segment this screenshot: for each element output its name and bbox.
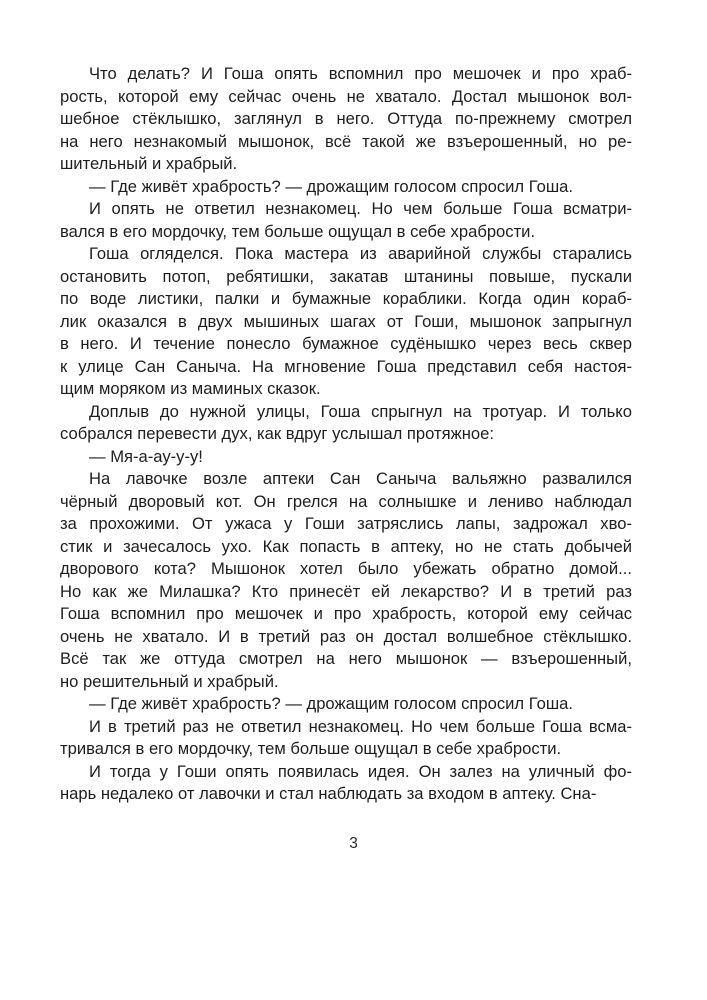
paragraph bbox=[60, 468, 632, 693]
text-line: на него незнакомый мышонок, всё такой же взъерошенный, но ре- bbox=[60, 131, 632, 151]
text-line: вался в его мордочку, тем больше ощущал в себе храбрости. bbox=[60, 221, 536, 241]
text-line: к улице Сан Саныча. На мгновение Гоша представил себя настоя- bbox=[60, 356, 632, 376]
text-line: нарь недалеко от лавочки и стал наблюдать за входом в аптеку. Сна- bbox=[60, 784, 597, 803]
text-line: шительный и храбрый. bbox=[60, 154, 238, 173]
text-line: дворового кота? Мышонок хотел было убежать обратно домой... bbox=[60, 559, 632, 578]
text-line: за прохожими. От ужаса у Гоши затряслись лапы, задрожал хво- bbox=[60, 514, 632, 533]
text-line: лик оказался в двух мышиных шагах от Гоши, мышонок запрыгнул bbox=[60, 311, 632, 331]
text-line: Что делать? И Гоша опять вспомнил про мешочек и про храб- bbox=[89, 64, 632, 83]
text-line: чёрный дворовый кот. Он грелся на солнышке и лениво наблюдал bbox=[60, 491, 632, 511]
text-line: шебное стёклышко, заглянул в него. Оттуда по-прежнему смотрел bbox=[60, 109, 632, 128]
paragraph bbox=[60, 63, 632, 176]
page-text bbox=[60, 63, 632, 806]
text-line: — Где живёт храбрость? — дрожащим голосом спросил Гоша. bbox=[89, 176, 573, 196]
text-line: Гоша огляделся. Пока мастера из аварийной службы старались bbox=[89, 244, 632, 263]
paragraph bbox=[60, 761, 632, 806]
paragraph bbox=[60, 176, 632, 199]
text-line: — Мя-а-ау-у-у! bbox=[89, 446, 203, 466]
text-line: очень не хватало. И в третий раз он достал волшебное стёклышко. bbox=[60, 626, 632, 646]
text-line: — Где живёт храбрость? — дрожащим голосом спросил Гоша. bbox=[89, 694, 573, 713]
text-line: в него. И течение понесло бумажное судёнышко через весь сквер bbox=[60, 334, 632, 353]
text-line: И в третий раз не ответил незнакомец. Но чем больше Гоша всма- bbox=[89, 716, 632, 736]
text-line: стик и зачесалось ухо. Как попасть в аптеку, но не стать добычей bbox=[60, 536, 632, 556]
paragraph bbox=[60, 446, 632, 469]
text-line: по воде листики, палки и бумажные кораблики. Когда один кораб- bbox=[60, 289, 632, 308]
page-number: 3 bbox=[349, 835, 358, 852]
text-line: Гоша вспомнил про мешочек и про храбрость, которой ему сейчас bbox=[60, 604, 632, 623]
text-line: тривался в его мордочку, тем больше ощущал в себе храбрости. bbox=[60, 739, 562, 758]
text-line: Доплыв до нужной улицы, Гоша спрыгнул на тротуар. И только bbox=[89, 401, 632, 421]
paragraph bbox=[60, 401, 632, 446]
paragraph bbox=[60, 693, 632, 716]
text-line: щим моряком из маминых сказок. bbox=[60, 379, 321, 398]
text-line: остановить потоп, ребятишки, закатав штанины повыше, пускали bbox=[60, 266, 632, 286]
text-line: Но как же Милашка? Кто принесёт ей лекарство? И в третий раз bbox=[60, 581, 632, 601]
text-line: Всё так же оттуда смотрел на него мышонок — взъерошенный, bbox=[60, 649, 632, 668]
paragraph bbox=[60, 716, 632, 761]
text-line: собрался перевести дух, как вдруг услышал протяжное: bbox=[60, 424, 494, 443]
text-line: И опять не ответил незнакомец. Но чем больше Гоша всматри- bbox=[89, 199, 632, 218]
paragraph bbox=[60, 243, 632, 401]
text-line: но решительный и храбрый. bbox=[60, 671, 279, 691]
paragraph bbox=[60, 198, 632, 243]
text-line: На лавочке возле аптеки Сан Саныча вальяжно развалился bbox=[89, 469, 632, 488]
text-line: И тогда у Гоши опять появилась идея. Он залез на уличный фо- bbox=[89, 761, 632, 781]
text-line: рость, которой ему сейчас очень не хватало. Достал мышонок вол- bbox=[60, 86, 632, 106]
